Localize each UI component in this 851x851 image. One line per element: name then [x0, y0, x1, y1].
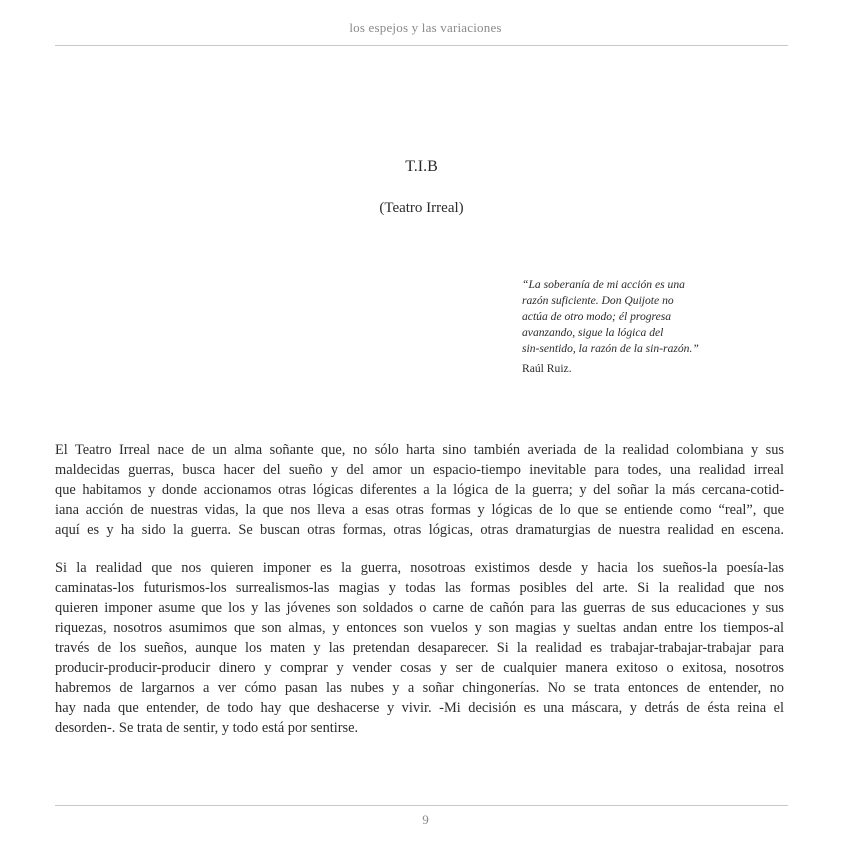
paragraph-line: hay nada que entender, de todo hay que deshacerse y vivir. -Mi decisión es una máscara, y detrás de ésta reina el [55, 700, 784, 716]
body-paragraph-2 [55, 558, 784, 738]
paragraph-line: aquí es y ha sido la guerra. Se buscan otras formas, otras lógicas, otras dramaturgias de nuestra realidad en escena. [55, 522, 784, 538]
header-divider [55, 45, 788, 46]
running-header-title: los espejos y las variaciones [349, 20, 502, 35]
paragraph-line: riquezas, nosotros asumimos que son almas, y entonces son vuelos y son magias y sueltas andan entre los tiempos-al [55, 620, 784, 636]
epigraph-line: sin-sentido, la razón de la sin-razón.” [522, 342, 699, 355]
page-number: 9 [422, 812, 429, 827]
paragraph-line: iana acción de nuestras vidas, la que nos lleva a esas otras formas y lógicas de lo que se entiende como “real”, que [55, 502, 784, 518]
epigraph-author: Raúl Ruiz. [522, 362, 572, 375]
epigraph-line: razón suficiente. Don Quijote no [522, 294, 674, 307]
page-subtitle: (Teatro Irreal) [379, 200, 464, 216]
paragraph-line: quieren imponer asume que los y las jóvenes son soldados o carne de cañón para las guerras de sus educaciones y sus [55, 600, 784, 616]
epigraph-line: “La soberanía de mi acción es una [522, 278, 685, 291]
paragraph-line: El Teatro Irreal nace de un alma soñante que, no sólo harta sino también averiada de la realidad colombiana y sus [55, 442, 784, 458]
paragraph-line: Si la realidad que nos quieren imponer es la guerra, nosotroas existimos desde y hacia los sueños-la poesía-las [55, 560, 784, 576]
paragraph-line: caminatas-los futurismos-los surrealismos-las magias y todas las formas posibles del arte. Si la realidad que nos [55, 580, 784, 596]
footer-divider [55, 805, 788, 806]
paragraph-line: maldecidas guerras, busca hacer del sueño y del amor un espacio-tiempo inevitable para todes, una realidad irreal [55, 462, 784, 478]
paragraph-line: habremos de largarnos a ver cómo pasan las nubes y a soñar chingonerías. No se trata entonces de entender, no [55, 680, 784, 696]
paragraph-line: desorden-. Se trata de sentir, y todo está por sentirse. [55, 720, 359, 736]
body-paragraph-1 [55, 440, 784, 540]
paragraph-line: que habitamos y donde accionamos otras lógicas diferentes a la lógica de la guerra; y del soñar la más cercana-cotid- [55, 482, 784, 498]
page-title: T.I.B [405, 158, 438, 175]
epigraph-line: actúa de otro modo; él progresa [522, 310, 672, 323]
paragraph-line: producir-producir-producir dinero y comprar y vender cosas y ser de cualquier manera exitoso o exitosa, nosotros [55, 660, 784, 676]
paragraph-line: través de los sueños, aunque los maten y las pretendan desaparecer. Si la realidad es trabajar-trabajar-trabajar para [55, 640, 784, 656]
epigraph-line: avanzando, sigue la lógica del [522, 326, 664, 339]
epigraph [522, 277, 762, 377]
epigraph-quote [522, 277, 762, 357]
